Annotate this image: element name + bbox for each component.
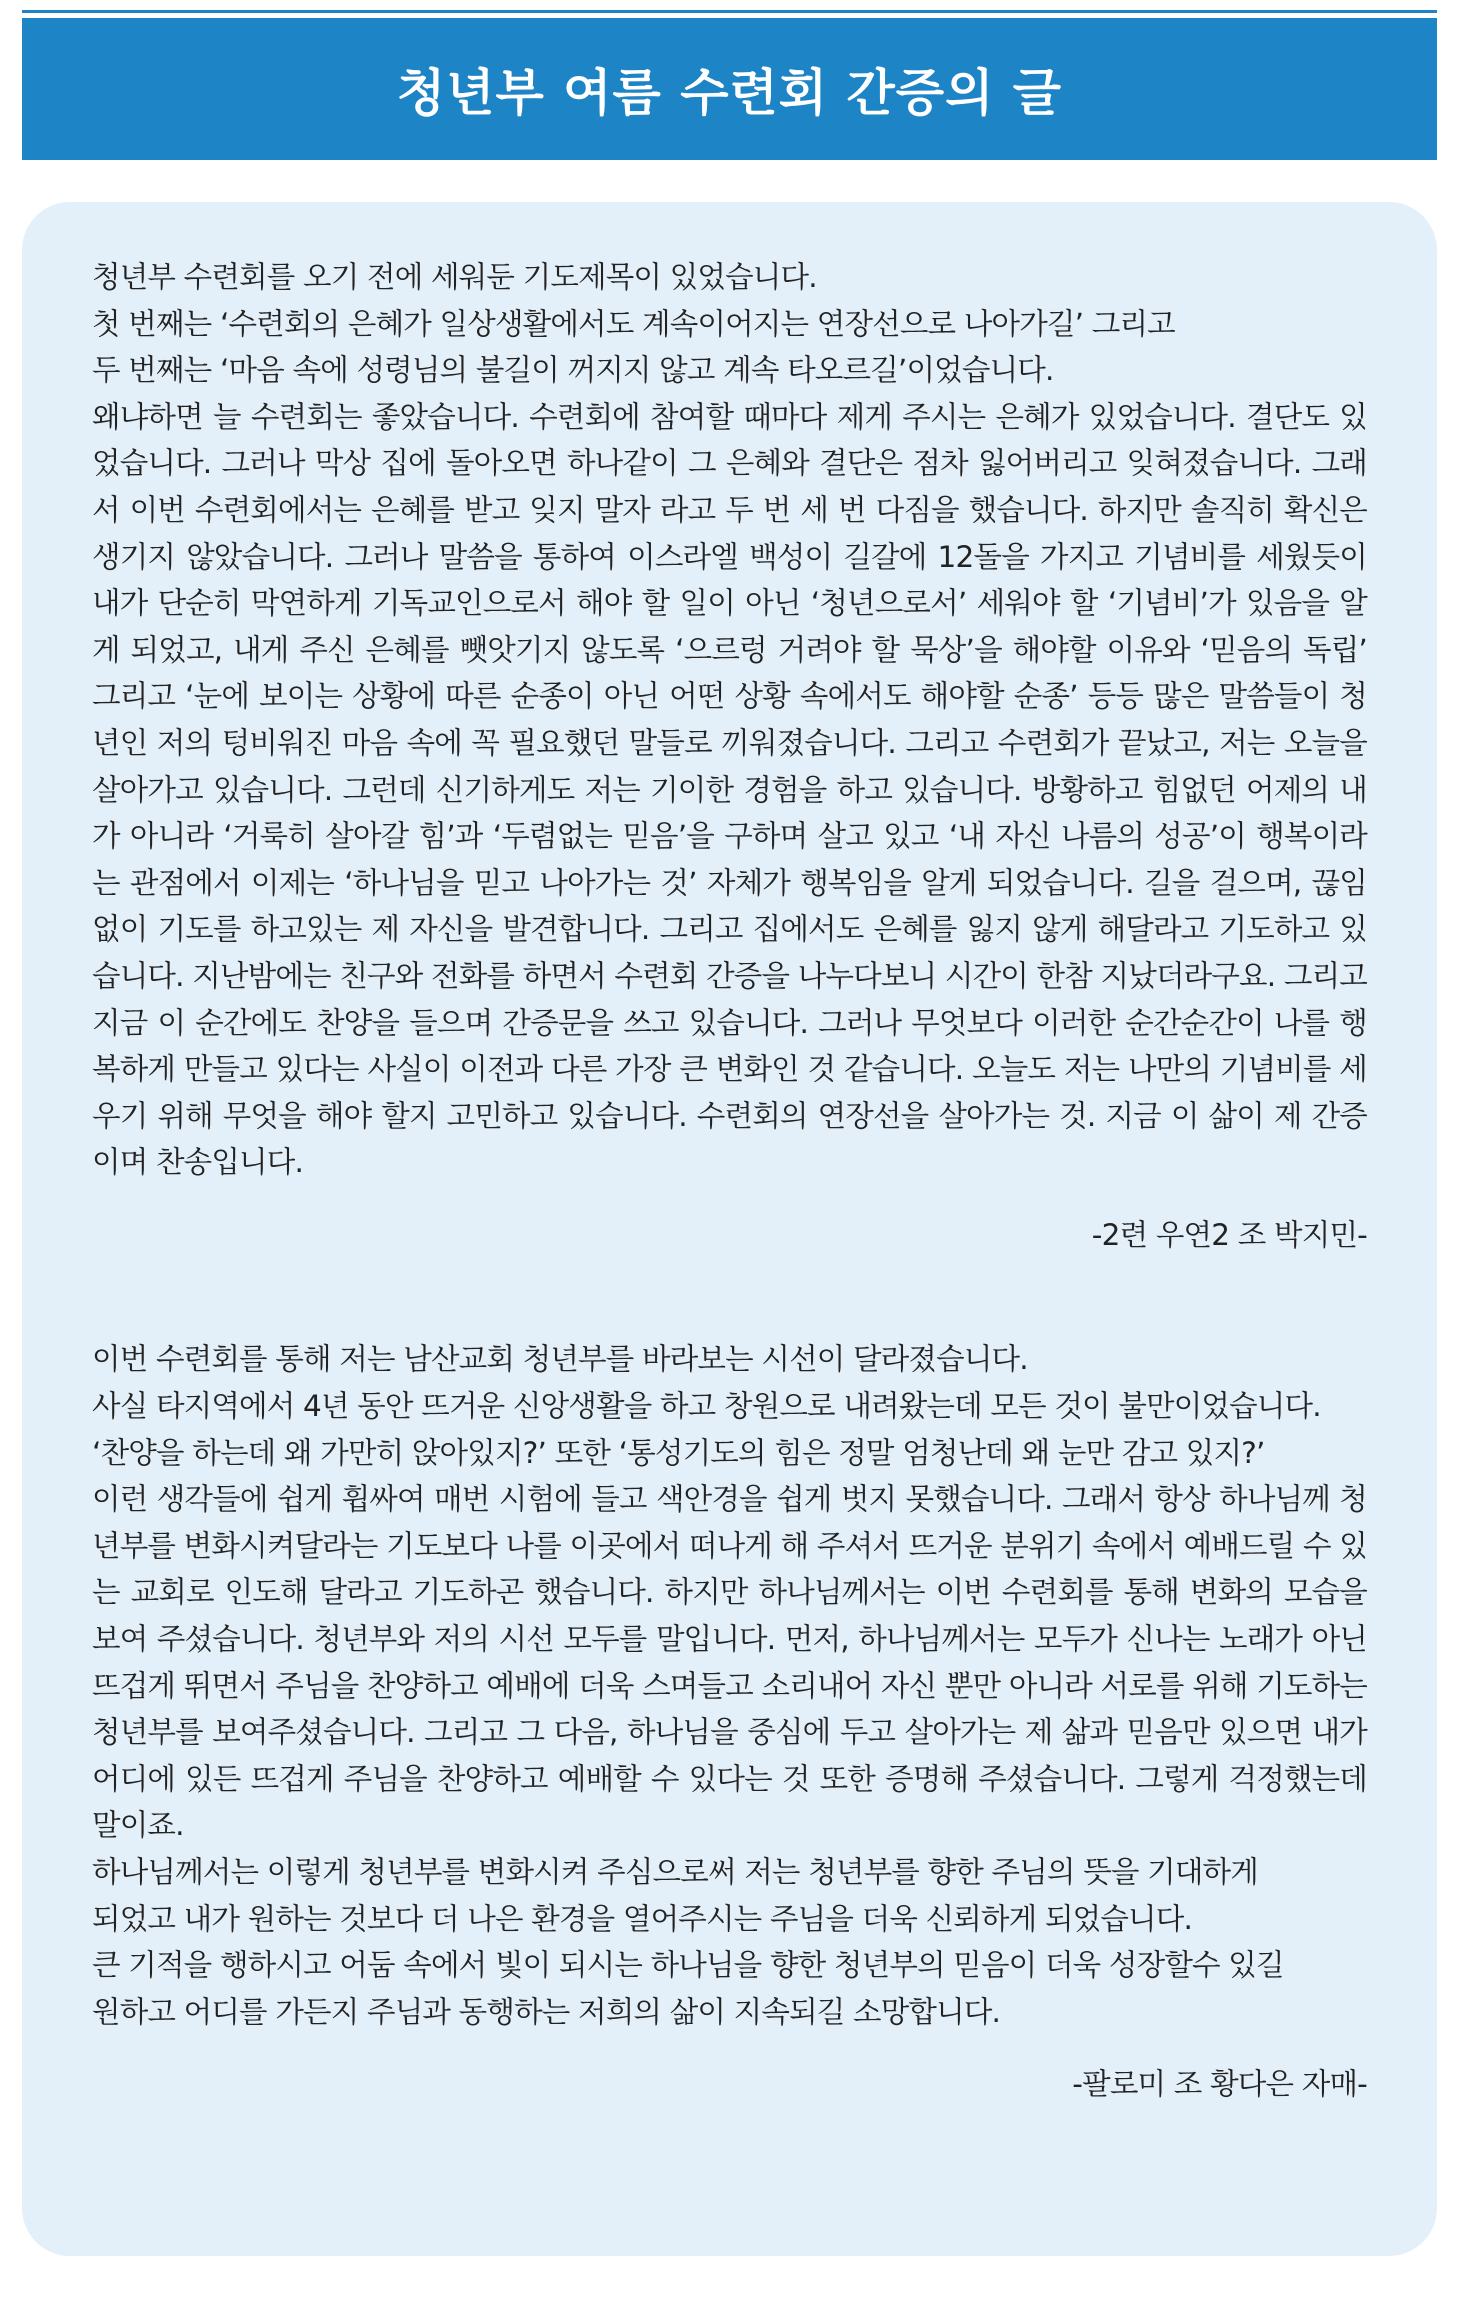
- testimony-1: [92, 254, 1367, 1258]
- testimony-2-intro-line: 이번 수련회를 통해 저는 남산교회 청년부를 바라보는 시선이 달라졌습니다.: [92, 1342, 1028, 1377]
- top-rule: [22, 10, 1437, 13]
- testimony-card: [22, 202, 1437, 2256]
- testimony-1-intro-line: 두 번째는 ‘마음 속에 성령님의 불길이 꺼지지 않고 계속 타오르길’이었습니다.: [92, 353, 1054, 388]
- testimony-1-intro-line: 첫 번째는 ‘수련회의 은혜가 일상생활에서도 계속이어지는 연장선으로 나아가길’ 그리고: [92, 306, 1175, 341]
- testimony-2-body: 이런 생각들에 쉽게 휩싸여 매번 시험에 들고 색안경을 쉽게 벗지 못했습니다. 그래서 항상 하나님께 청년부를 변화시켜달라는 기도보다 나를 이곳에서 떠나게 해 주셔서 뜨거운 분위기 속에서 예배드릴 수 있는 교회로 인도해 달라고 기도하곤 했습니다. 하지만 하나님께서는 이번 수련회를 통해 변화의 모습을 보여 주셨습니다. 청년부와 저의 시선 모두를 말입니다. 먼저, 하나님께서는 모두가 신나는 노래가 아닌 뜨겁게 뛰면서 주님을 찬양하고 예배에 더욱 스며들고 소리내어 자신 뿐만 아니라 서로를 위해 기도하는 청년부를 보여주셨습니다. 그리고 그 다음, 하나님을 중심에 두고 살아가는 제 삶과 믿음만 있으면 내가 어디에 있든 뜨겁게 주님을 찬양하고 예배할 수 있다는 것 또한 증명해 주셨습니다. 그렇게 걱정했는데 말이죠.: [92, 1482, 1367, 1843]
- testimony-1-body: 왜냐하면 늘 수련회는 좋았습니다. 수련회에 참여할 때마다 제게 주시는 은혜가 있었습니다. 결단도 있었습니다. 그러나 막상 집에 돌아오면 하나같이 그 은혜와 결단은 점차 잃어버리고 잊혀졌습니다. 그래서 이번 수련회에서는 은혜를 받고 잊지 말자 라고 두 번 세 번 다짐을 했습니다. 하지만 솔직히 확신은 생기지 않았습니다. 그러나 말씀을 통하여 이스라엘 백성이 길갈에 12돌을 가지고 기념비를 세웠듯이 내가 단순히 막연하게 기독교인으로서 해야 할 일이 아닌 ‘청년으로서’ 세워야 할 ‘기념비’가 있음을 알게 되었고, 내게 주신 은혜를 뺏앗기지 않도록 ‘으르렁 거려야 할 묵상’을 해야할 이유와 ‘믿음의 독립’ 그리고 ‘눈에 보이는 상황에 따른 순종이 아닌 어떤 상황 속에서도 해야할 순종’ 등등 많은 말씀들이 청년인 저의 텅비워진 마음 속에 꼭 필요했던 말들로 끼워졌습니다. 그리고 수련회가 끝났고, 저는 오늘을 살아가고 있습니다. 그런데 신기하게도 저는 기이한 경험을 하고 있습니다. 방황하고 힘없던 어제의 내가 아니라 ‘거룩히 살아갈 힘’과 ‘두렴없는 믿음’을 구하며 살고 있고 ‘내 자신 나름의 성공’이 행복이라는 관점에서 이제는 ‘하나님을 믿고 나아가는 것’ 자체가 행복임을 알게 되었습니다. 길을 걸으며, 끊임없이 기도를 하고있는 제 자신을 발견합니다. 그리고 집에서도 은혜를 잃지 않게 해달라고 기도하고 있습니다. 지난밤에는 친구와 전화를 하면서 수련회 간증을 나누다보니 시간이 한참 지났더라구요. 그리고 지금 이 순간에도 찬양을 들으며 간증문을 쓰고 있습니다. 그러나 무엇보다 이러한 순간순간이 나를 행복하게 만들고 있다는 사실이 이전과 다른 가장 큰 변화인 것 같습니다. 오늘도 저는 나만의 기념비를 세우기 위해 무엇을 해야 할지 고민하고 있습니다. 수련회의 연장선을 살아가는 것. 지금 이 삶이 제 간증이며 찬송입니다.: [92, 399, 1367, 1180]
- title-banner: [22, 18, 1437, 160]
- testimony-2-outro-line: 원하고 어디를 가든지 주님과 동행하는 저희의 삶이 지속되길 소망합니다.: [92, 1994, 1001, 2029]
- testimony-2: [92, 1336, 1367, 2108]
- testimony-2-outro-line: 큰 기적을 행하시고 어둠 속에서 빛이 되시는 하나님을 향한 청년부의 믿음이 더욱 성장할수 있길: [92, 1948, 1284, 1983]
- testimony-1-intro-line: 청년부 수련회를 오기 전에 세워둔 기도제목이 있었습니다.: [92, 260, 817, 294]
- section-gap: [92, 1258, 1367, 1336]
- testimony-2-intro-line: 사실 타지역에서 4년 동안 뜨거운 신앙생활을 하고 창원으로 내려왔는데 모든 것이 불만이었습니다.: [92, 1389, 1321, 1424]
- testimony-2-outro-line: 하나님께서는 이렇게 청년부를 변화시켜 주심으로써 저는 청년부를 향한 주님의 뜻을 기대하게: [92, 1855, 1258, 1889]
- page-title: 청년부 여름 수련회 간증의 글: [396, 64, 1063, 122]
- testimony-2-intro-line: ‘찬양을 하는데 왜 가만히 앉아있지?’ 또한 ‘통성기도의 힘은 정말 엄청난데 왜 눈만 감고 있지?’: [92, 1435, 1265, 1470]
- testimony-1-signature: -2련 우연2 조 박지민-: [1091, 1217, 1367, 1252]
- testimony-2-outro-line: 되었고 내가 원하는 것보다 더 나은 환경을 열어주시는 주님을 더욱 신뢰하게 되었습니다.: [92, 1901, 1193, 1936]
- testimony-2-signature: -팔로미 조 황다은 자매-: [1072, 2067, 1367, 2102]
